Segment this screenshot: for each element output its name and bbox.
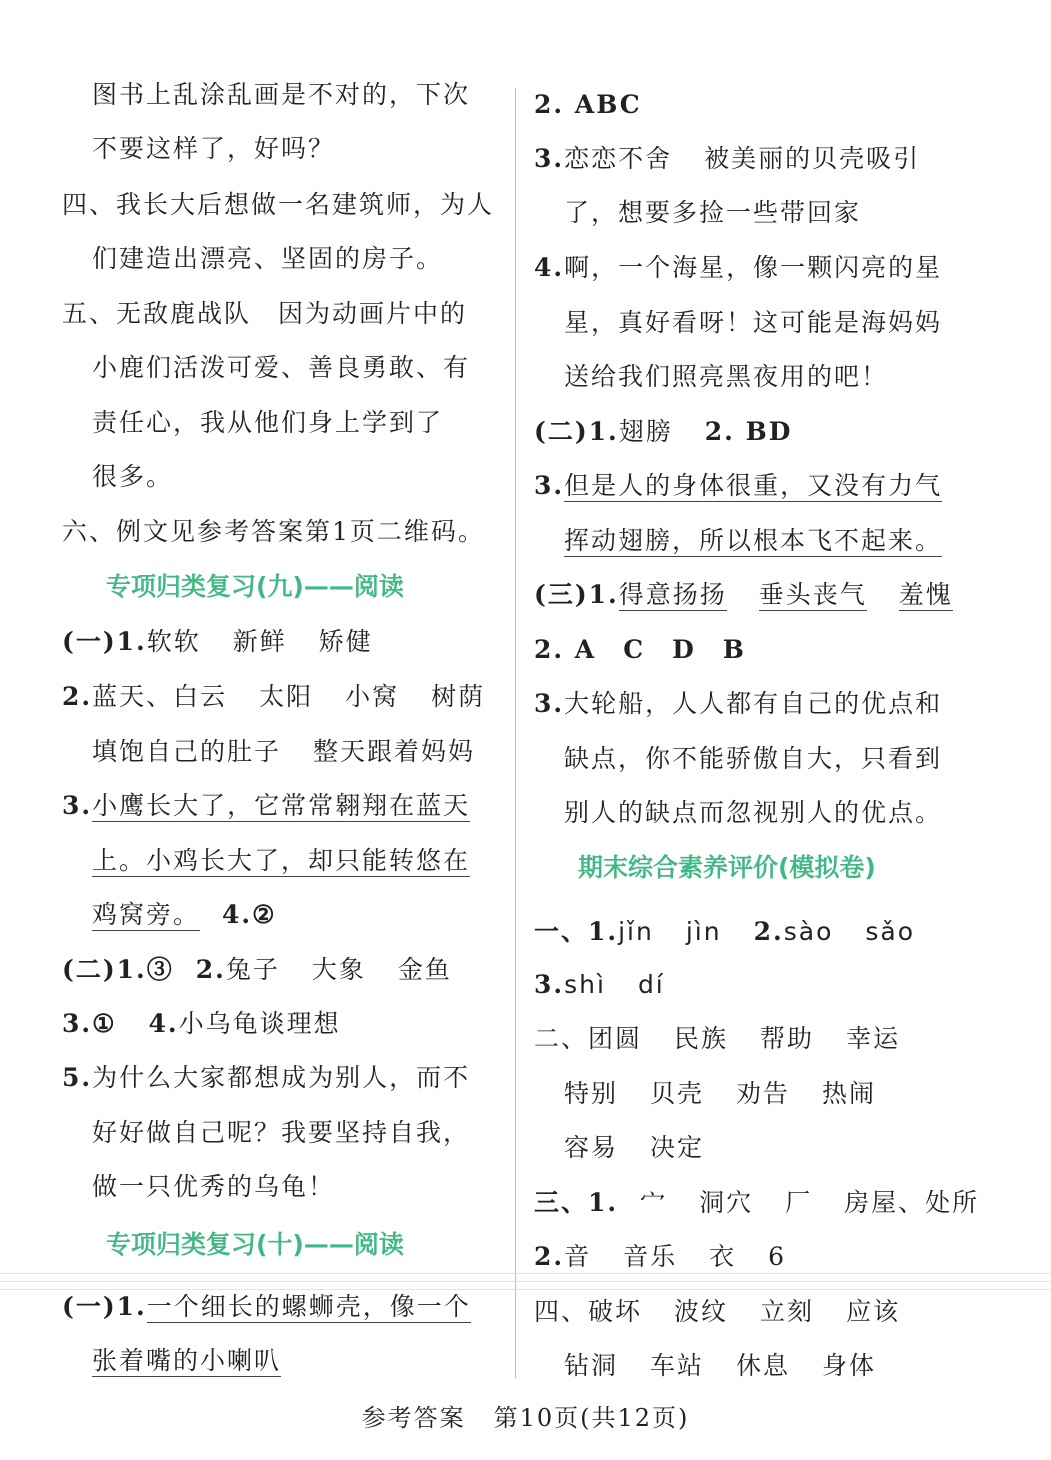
answer-word: 波纹 [674, 1297, 729, 1326]
underlined-answer: 挥动翅膀，所以根本飞不起来。 [564, 526, 943, 555]
answer-line [564, 1349, 876, 1383]
answer-word: 民族 [674, 1024, 729, 1053]
answer-line [564, 1077, 876, 1111]
answer-line [62, 680, 485, 714]
answer-line [534, 251, 942, 285]
answer-line [92, 898, 277, 932]
answer-six: 六、例文见参考答案第1页二维码。 [62, 517, 485, 546]
answer-word: 填饱自己的肚子 [92, 737, 282, 766]
text-line: 不要这样了，好吗？ [92, 134, 336, 163]
item-number: 3. [534, 970, 565, 999]
answer-word: 身体 [822, 1351, 877, 1380]
answer-word: 金鱼 [397, 955, 452, 984]
item-number: (二)1. [534, 417, 619, 446]
column-divider [515, 88, 516, 1378]
pinyin: sǎo [865, 917, 915, 946]
answer-line [92, 735, 475, 769]
underlined-answer: 小鹰长大了，它常常翱翔在蓝天 [92, 791, 471, 820]
scan-line [0, 1289, 1051, 1290]
answer-line [534, 687, 942, 721]
answer-line [564, 524, 942, 558]
answer-word: 音乐 [623, 1242, 678, 1271]
answer-word: 小乌龟谈理想 [178, 1009, 341, 1038]
answer-word: 车站 [650, 1351, 705, 1380]
answer-line [534, 968, 665, 1002]
underlined-answer: 得意扬扬 [618, 580, 727, 609]
answer-line [534, 1295, 900, 1329]
underlined-answer: 羞愧 [898, 580, 953, 609]
text-line: 了，想要多捡一些带回家 [564, 198, 862, 227]
pinyin: jìn [685, 917, 722, 946]
item-number: 3. [534, 689, 565, 718]
answer-word: 立刻 [760, 1297, 815, 1326]
answer-line [534, 469, 942, 503]
section-heading: 专项归类复习(十)——阅读 [106, 1230, 404, 1259]
answer-word: 矫健 [318, 627, 373, 656]
answer-word: 3.① [62, 1009, 117, 1038]
answer-word: 房屋、处所 [844, 1188, 980, 1217]
answer-word: 厂 [785, 1188, 813, 1217]
answer-line [62, 1290, 471, 1324]
answer-word: 容易 [564, 1133, 619, 1162]
scan-line [0, 1281, 1051, 1282]
answer-word: 6 [768, 1242, 787, 1271]
text-line: 星，真好看呀！这可能是海妈妈 [564, 308, 943, 337]
scan-line [0, 1273, 1051, 1274]
answer-word: 休息 [736, 1351, 791, 1380]
answer-word: 钻洞 [564, 1351, 619, 1380]
pinyin: shì [564, 970, 606, 999]
answer-line [534, 142, 920, 176]
answer-word: 树荫 [431, 682, 486, 711]
item-number: 3. [534, 471, 565, 500]
answer-line [534, 915, 915, 949]
item-number: 2. [534, 1242, 565, 1271]
answer-word: 太阳 [259, 682, 314, 711]
answer-line [534, 1240, 786, 1274]
underlined-answer: 上。小鸡长大了，却只能转悠在 [92, 846, 471, 875]
answer-line [534, 415, 792, 449]
item-number: 一、1. [534, 917, 619, 946]
answer-word: 应该 [846, 1297, 901, 1326]
answer-word: 幸运 [846, 1024, 901, 1053]
answer-word: 翅膀 [618, 417, 673, 446]
pinyin: dí [637, 970, 665, 999]
item-number: 2. [195, 955, 226, 984]
page-number: 第10页(共12页) [493, 1404, 690, 1432]
answer-word: 新鲜 [232, 627, 287, 656]
answer-text: 大轮船，人人都有自己的优点和 [564, 689, 943, 718]
answer-word: 特别 [564, 1079, 619, 1108]
item-number: (三)1. [534, 580, 619, 609]
answer-word: 2. BD [704, 417, 793, 446]
answer-word: 衣 [709, 1242, 737, 1271]
item-number: 3. [534, 144, 565, 173]
text-line: 很多。 [92, 462, 174, 491]
text-line: 小鹿们活泼可爱、善良勇敢、有 [92, 353, 471, 382]
answer-text: 为什么大家都想成为别人，而不 [92, 1063, 471, 1092]
answer-line [92, 844, 470, 878]
text-line: 做一只优秀的乌龟！ [92, 1172, 336, 1201]
answer-line [564, 1131, 704, 1165]
answer-line [62, 1061, 470, 1095]
item-number: 4. [148, 1009, 179, 1038]
page-footer [0, 1398, 1051, 1433]
item-number: (一)1. [62, 1292, 147, 1321]
answer-word: 劝告 [736, 1079, 791, 1108]
text-line: 好好做自己呢？我要坚持自我， [92, 1118, 471, 1147]
item-number: (一)1. [62, 627, 147, 656]
pinyin: jǐn [618, 917, 654, 946]
footer-label: 参考答案 [361, 1404, 466, 1432]
answer-five: 五、无敌鹿战队 因为动画片中的 [62, 299, 468, 328]
underlined-answer: 鸡窝旁。 [92, 900, 201, 929]
item-number: 2. [753, 917, 784, 946]
answer-word: 团圆 [588, 1024, 643, 1053]
answer-word: 破坏 [588, 1297, 643, 1326]
item-number: 四、 [534, 1297, 589, 1326]
answer-word: 决定 [650, 1133, 705, 1162]
answer-word: 小窝 [345, 682, 400, 711]
answer-word: 恋恋不舍 [564, 144, 673, 173]
underlined-answer: 但是人的身体很重，又没有力气 [564, 471, 943, 500]
text-line: 别人的缺点而忽视别人的优点。 [564, 798, 943, 827]
answer-line [62, 953, 452, 987]
text-line: 送给我们照亮黑夜用的吧！ [564, 362, 889, 391]
text-line: 图书上乱涂乱画是不对的，下次 [92, 80, 471, 109]
pinyin: sào [783, 917, 834, 946]
underlined-answer: 张着嘴的小喇叭 [92, 1346, 282, 1375]
answer-line [534, 1022, 900, 1056]
answer-word: 被美丽的贝壳吸引 [704, 144, 921, 173]
item-number: 4. [534, 253, 565, 282]
answer-word: 宀 [640, 1188, 668, 1217]
item-number: 3. [62, 791, 93, 820]
item-number: (二)1.③ [62, 955, 174, 984]
item-number: 二、 [534, 1024, 589, 1053]
answer-word: 帮助 [760, 1024, 815, 1053]
underlined-answer: 一个细长的螺蛳壳，像一个 [146, 1292, 471, 1321]
answer-line [62, 1007, 341, 1041]
answer-text: 啊，一个海星，像一颗闪亮的星 [564, 253, 943, 282]
answer-word: 大象 [311, 955, 366, 984]
item-number: 三、1. [534, 1188, 619, 1217]
answer-word: 4.② [222, 900, 277, 929]
answer-line: 2. A C D B [534, 635, 746, 664]
answer-word: 蓝天、白云 [92, 682, 228, 711]
answer-four: 四、我长大后想做一名建筑师，为人 [62, 190, 495, 219]
answer-line [534, 1186, 979, 1220]
answer-word: 贝壳 [650, 1079, 705, 1108]
item-number: 5. [62, 1063, 93, 1092]
answer-line [92, 1344, 281, 1378]
answer-word: 整天跟着妈妈 [313, 737, 476, 766]
underlined-answer: 垂头丧气 [758, 580, 867, 609]
text-line: 缺点，你不能骄傲自大，只看到 [564, 744, 943, 773]
answer-word: 音 [564, 1242, 592, 1271]
answer-word: 兔子 [225, 955, 280, 984]
section-heading: 专项归类复习(九)——阅读 [106, 572, 404, 601]
answer-line [534, 578, 953, 612]
answer-line [62, 625, 373, 659]
item-number: 2. [62, 682, 93, 711]
answer-word: 洞穴 [699, 1188, 754, 1217]
answer-word: 软软 [146, 627, 201, 656]
section-heading: 期末综合素养评价(模拟卷) [578, 853, 876, 882]
text-line: 责任心，我从他们身上学到了 [92, 408, 444, 437]
answer-line: 2. ABC [534, 90, 642, 119]
text-line: 们建造出漂亮、坚固的房子。 [92, 244, 444, 273]
answer-word: 热闹 [822, 1079, 877, 1108]
answer-line [62, 789, 470, 823]
